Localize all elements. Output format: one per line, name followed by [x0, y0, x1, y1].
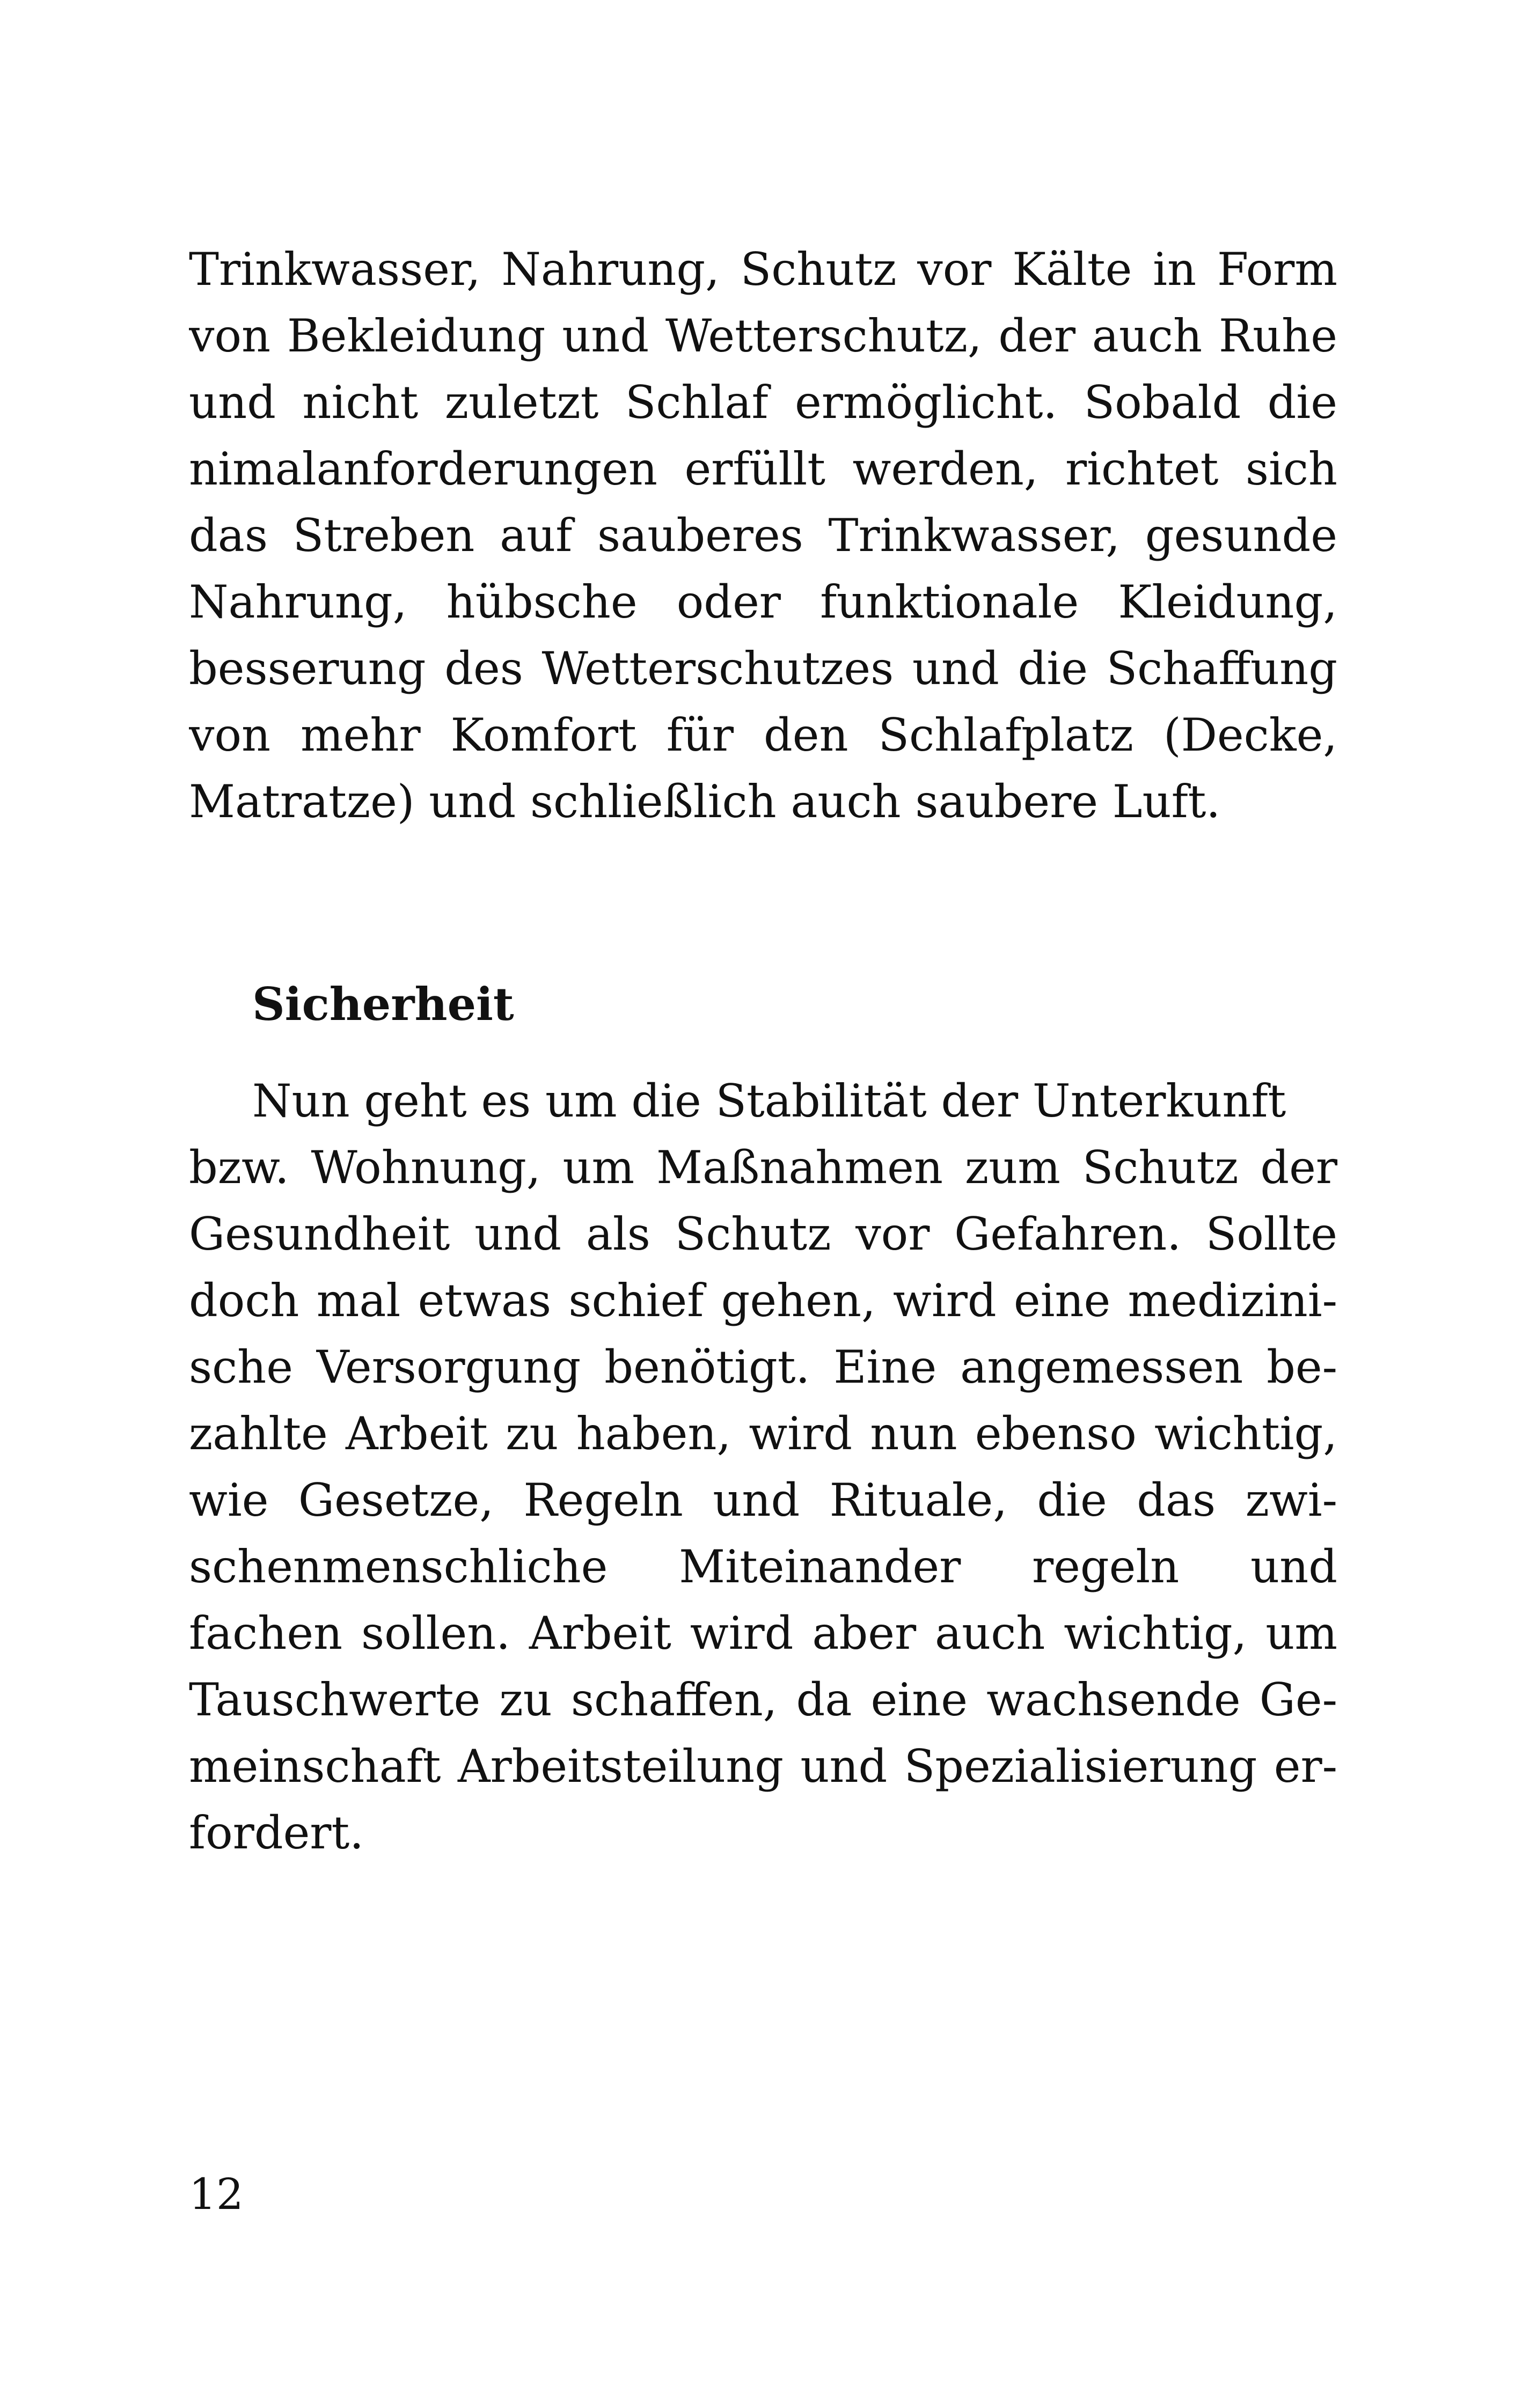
text-line: fachen sollen. Arbeit wird aber auch wichtig, um: [189, 1607, 1337, 1660]
page-number: 12: [189, 2169, 244, 2219]
text-line: sche Versorgung benötigt. Eine angemessen be-: [189, 1341, 1337, 1393]
text-line: nimalanforderungen erfüllt werden, richtet sich: [189, 443, 1337, 495]
body-paragraph-2: [189, 1068, 1337, 1866]
text-line: Nun geht es um die Stabilität der Unterkunft: [252, 1075, 1286, 1127]
text-line: besserung des Wetterschutzes und die Schaffung: [189, 642, 1337, 695]
section-heading: Sicherheit: [252, 978, 514, 1031]
text-line: doch mal etwas schief gehen, wird eine medizini-: [189, 1274, 1337, 1327]
text-line: meinschaft Arbeitsteilung und Spezialisierung er-: [189, 1740, 1337, 1793]
body-paragraph-1: [189, 236, 1337, 835]
text-line: Trinkwasser, Nahrung, Schutz vor Kälte in Form: [189, 243, 1337, 296]
text-line: schenmenschliche Miteinander regeln und: [189, 1540, 1337, 1593]
text-line: zahlte Arbeit zu haben, wird nun ebenso wichtig,: [189, 1407, 1337, 1460]
text-line: bzw. Wohnung, um Maßnahmen zum Schutz der: [189, 1141, 1337, 1194]
text-line: Nahrung, hübsche oder funktionale Kleidung,: [189, 576, 1337, 628]
text-line: fordert.: [189, 1807, 364, 1859]
text-line: von Bekleidung und Wetterschutz, der auch Ruhe: [189, 310, 1337, 362]
text-line: wie Gesetze, Regeln und Rituale, die das zwi-: [189, 1474, 1337, 1526]
text-line: Gesundheit und als Schutz vor Gefahren. Sollte: [189, 1208, 1337, 1260]
text-line: das Streben auf sauberes Trinkwasser, gesunde: [189, 509, 1337, 562]
text-line: Tauschwerte zu schaffen, da eine wachsende Ge-: [189, 1673, 1337, 1726]
text-line: und nicht zuletzt Schlaf ermöglicht. Sobald die: [189, 376, 1337, 429]
text-line: Matratze) und schließlich auch saubere Luft.: [189, 775, 1221, 828]
text-line: von mehr Komfort für den Schlafplatz (Decke,: [189, 709, 1337, 761]
